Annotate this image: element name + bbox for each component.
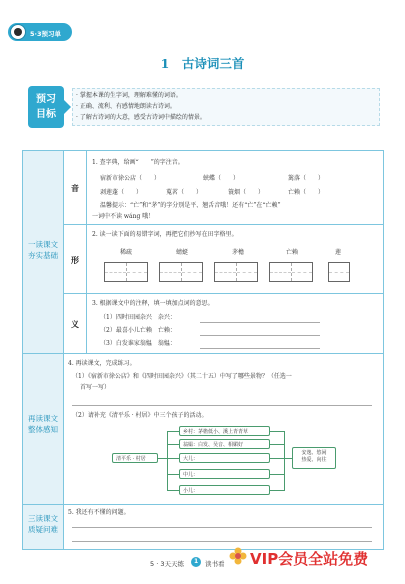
goals-arrow-icon [64,100,71,114]
map-branch-node[interactable]: 大儿： [179,453,270,463]
pinyin-item: 簑烟（ ） [228,189,265,196]
map-connector [284,458,292,459]
answer-line[interactable] [72,541,372,542]
pronunciation-label: 音 [71,184,79,193]
meaning-item: （2）最喜小儿亡赖 亡赖： [100,327,176,334]
pinyin-item: 亡赖（ ） [288,189,325,196]
word-label: 稀疏 [120,249,133,256]
map-connector [167,431,179,432]
word-label: 蜻蜓 [176,249,189,256]
writing-grid[interactable] [214,262,258,282]
writing-grid[interactable] [104,262,148,282]
vip-watermark: VIP会员全站免费 [250,550,369,568]
section1-label [23,240,63,261]
word-label: 茅檐 [232,249,245,256]
answer-line[interactable] [72,405,372,406]
map-connector [167,444,179,445]
section2-label-line2: 整体感知 [28,424,58,434]
table-divider [22,504,384,505]
goal-item: · 了解古诗词的大意，感受古诗词中描绘的情景。 [76,114,206,121]
table-divider [63,293,384,294]
map-branch-node: 乡村：茅檐低小、溪上青青草 [179,426,270,436]
section3-label-line1: 三读课文 [28,514,58,523]
section3-label-line2: 质疑问难 [28,524,58,534]
tip-text: 温馨提示：“亡”和“茅”的字分别是平、翘舌音哦！还有“亡”在“亡赖” [100,202,281,209]
map-connector [270,458,284,459]
q1-text: 1. 查字典，给画“ ”的字注音。 [92,159,184,166]
table-divider [22,353,384,354]
map-connector [167,490,179,491]
section1-label-line2: 夯实基础 [28,250,58,260]
footer-right: 读书看 [205,560,225,568]
goal-item: · 正确、流利、有感情地朗读古诗词。 [76,103,176,110]
shape-label: 形 [71,256,79,265]
section2-label-line1: 再读课文 [28,414,58,423]
q5-text: 5. 我还有不懂的问题。 [68,509,130,516]
table-divider [63,224,384,225]
footer-page-number: 1 [194,558,199,565]
map-connector [284,431,285,491]
meaning-item: （1）四时田园杂兴 杂兴： [100,314,176,321]
writing-grid[interactable] [269,262,313,282]
map-center-node: 清平乐 · 村居 [112,453,158,463]
map-connector [270,444,284,445]
writing-grid[interactable] [328,262,350,282]
tip-text: 一词中不读 wáng 哦！ [92,213,155,220]
section3-label [23,514,63,535]
pinyin-item: 篱落（ ） [288,175,325,182]
map-connector [167,474,179,475]
map-connector [270,431,284,432]
footer-brand: 5 · 3天天练 [150,560,184,568]
q4-1-text: （1）《宿新市徐公店》和《四时田园杂兴》（其二十五）中写了哪些景物？（任选一 [72,373,292,380]
pinyin-item: 剥莲蓬（ ） [100,189,143,196]
q4-2-text: （2）请补充《清平乐 · 村居》中三个孩子的活动。 [72,412,208,419]
table-divider [86,150,87,353]
q4-1-text: 首写一写） [80,384,111,391]
header-badge-text: 5·3预习单 [30,30,62,38]
goals-label-line2: 目标 [36,109,56,120]
meaning-label: 义 [71,320,79,329]
map-connector [270,474,284,475]
goals-label-box [28,86,64,128]
goals-label-line1: 预习 [36,94,56,105]
meaning-item: （3）白发谁家翁媪 翁媪： [100,340,176,347]
goal-item: · 掌握本课的生字词，理解难懂的词语。 [76,92,182,99]
map-connector [167,458,179,459]
section1-label-line1: 一读课文 [28,240,58,249]
map-connector [158,458,167,459]
section2-label [23,414,63,435]
pinyin-item: 宿新市徐公店（ ） [100,175,161,182]
pinyin-item: 蒐茗（ ） [166,189,203,196]
answer-line[interactable] [72,527,372,528]
map-branch-node[interactable]: 小儿： [179,485,270,495]
mascot-face-icon [14,28,22,36]
table-divider [63,150,64,550]
q2-text: 2. 读一读下面的易错字词，再把它们抄写在田字格里。 [92,231,238,238]
page-title: 1 古诗词三首 [160,56,245,71]
map-branch-node: 翁媪：白发、吴音、相媚好 [179,439,270,449]
answer-line[interactable] [200,348,320,349]
map-result-node: 安逸、悠闲 热爱、向往 [292,447,336,469]
word-label: 莲 [335,249,342,256]
map-branch-node[interactable]: 中儿： [179,469,270,479]
q4-text: 4. 再读课文，完成练习。 [68,360,136,367]
writing-grid[interactable] [159,262,203,282]
answer-line[interactable] [200,335,320,336]
answer-line[interactable] [200,322,320,323]
map-connector [270,490,284,491]
map-connector [167,431,168,491]
word-label: 亡赖 [286,249,299,256]
pinyin-item: 蛱蝶（ ） [203,175,240,182]
flower-icon [229,547,247,565]
q3-text: 3. 根据课文中的注释，填一填加点词的意思。 [92,300,214,307]
